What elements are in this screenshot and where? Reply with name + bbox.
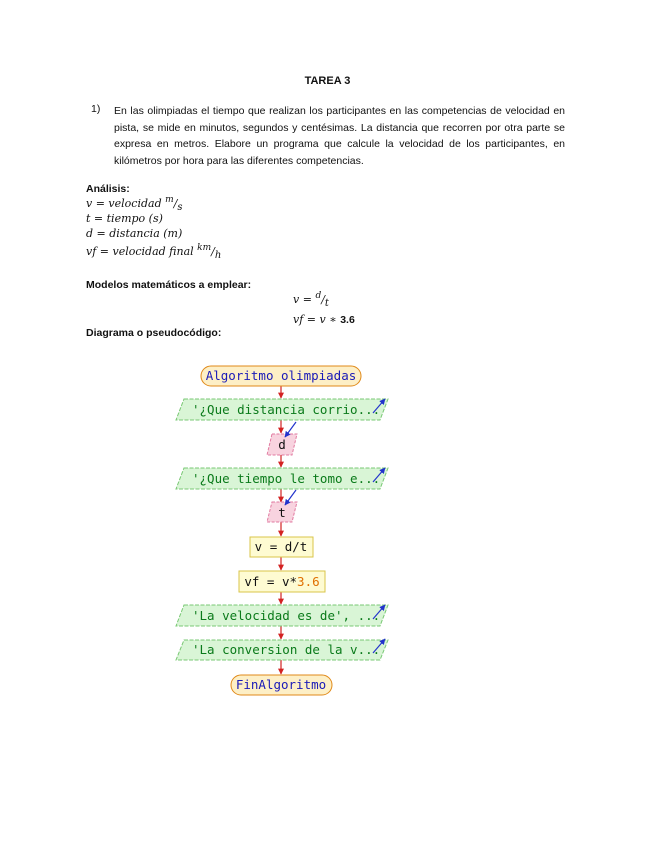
model-final-velocity-lhs: vf = v ∗ [293, 313, 341, 326]
analysis-velocity-unit-num: m [165, 195, 174, 205]
analysis-final-velocity-unit-den: h [214, 250, 222, 261]
model-velocity-num: d [315, 291, 322, 301]
model-final-velocity-factor: 3.6 [340, 314, 355, 326]
output-1-label: '¿Que distancia corrio... [192, 402, 381, 417]
document-title: TAREA 3 [304, 75, 351, 87]
analysis-velocity-unit-den: s [177, 202, 183, 213]
analysis-distance: d = distancia (m) [86, 227, 183, 240]
process-1-label: v = d/t [254, 539, 308, 554]
model-velocity-lhs: v = [293, 293, 316, 306]
analysis-final-velocity-unit-num: km [197, 243, 212, 253]
input-d-label: d [278, 437, 286, 452]
end-label: FinAlgoritmo [235, 677, 327, 692]
output-2-label: '¿Que tiempo le tomo e... [192, 471, 381, 486]
output-4-label: 'La conversion de la v... [192, 642, 381, 657]
analysis-velocity-unit-slash: / [173, 197, 178, 210]
problem-statement: En las olimpiadas el tiempo que realizan los participantes en las competencias de velocidad en pista, se mide en minutos, segundos y centésimas. La distancia que recorren por otra parte se expresa en metros. Elabore un programa que calcule la velocidad de los participantes, en kilómetros por hora para las diferentes competencias. [114, 105, 565, 167]
analysis-time: t = tiempo (s) [86, 212, 163, 225]
process-2-number: 3.6 [297, 574, 320, 589]
process-2-label [244, 574, 319, 589]
model-velocity-den: t [324, 298, 329, 309]
models-heading: Modelos matemáticos a emplear: [86, 279, 252, 291]
analysis-velocity-lhs: v = velocidad [86, 197, 166, 210]
model-velocity-slash: / [321, 293, 325, 306]
process-2-expression: vf = v* [244, 574, 298, 589]
item-number: 1) [91, 103, 101, 115]
diagram-heading: Diagrama o pseudocódigo: [86, 327, 222, 339]
input-t-label: t [278, 505, 286, 520]
output-3-label: 'La velocidad es de', ... [192, 608, 381, 623]
start-label: Algoritmo olimpiadas [205, 368, 357, 383]
analysis-heading: Análisis: [86, 183, 130, 195]
analysis-final-velocity-unit-slash: / [211, 245, 215, 258]
analysis-final-velocity-lhs: vf = velocidad final [86, 245, 198, 258]
